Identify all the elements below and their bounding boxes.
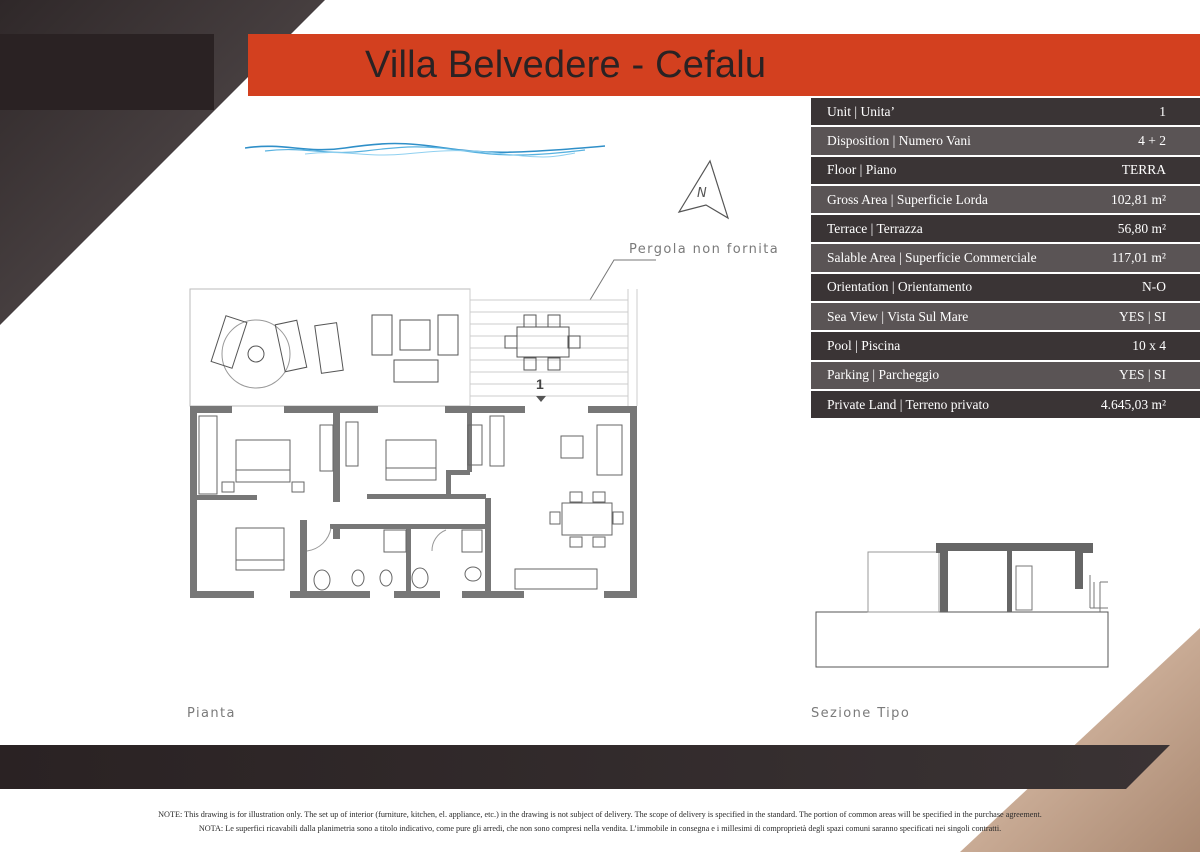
floor-plan-drawing (186, 285, 642, 601)
spec-row (811, 390, 1200, 419)
unit-marker: 1 (536, 376, 544, 392)
spec-row (811, 331, 1200, 360)
spec-value: N-O (1074, 273, 1200, 302)
footer-note-it: NOTA: Le superfici ricavabili dalla planimetria sono a titolo indicativo, come pure gli arredi, che non sono compresi nella vendita. L’immobile in consegna e i millesimi di comproprietà degli spazi comuni saranno specificati nei singoli contratti. (198, 824, 1002, 833)
footer-note-en: NOTE: This drawing is for illustration only. The set up of interior (furniture, kitchen, el. appliance, etc.) in the drawing is not subject of delivery. The scope of delivery is specified in the standard. The portion of common areas will be specified in the purchase agreement. (158, 810, 1042, 819)
spec-label: Gross Area | Superficie Lorda (811, 185, 1074, 214)
spec-value: 1 (1074, 98, 1200, 126)
spec-value: 117,01 m² (1074, 243, 1200, 272)
spec-value: 4.645,03 m² (1074, 390, 1200, 419)
page-title: Villa Belvedere - Cefalu (365, 44, 767, 86)
spec-label: Terrace | Terrazza (811, 214, 1074, 243)
spec-value: TERRA (1074, 156, 1200, 185)
pergola-label: Pergola non fornita (629, 242, 780, 257)
section-caption: Sezione Tipo (811, 706, 911, 721)
spec-value: YES | SI (1074, 302, 1200, 331)
compass-north-label: N (697, 186, 707, 201)
spec-row (811, 302, 1200, 331)
spec-label: Private Land | Terreno privato (811, 390, 1074, 419)
spec-row (811, 361, 1200, 390)
spec-row (811, 156, 1200, 185)
spec-label: Unit | Unita’ (811, 98, 1074, 126)
spec-value: YES | SI (1074, 361, 1200, 390)
spec-label: Orientation | Orientamento (811, 273, 1074, 302)
sea-waves-icon (245, 138, 605, 160)
spec-row (811, 273, 1200, 302)
spec-value: 10 x 4 (1074, 331, 1200, 360)
section-drawing (812, 538, 1112, 670)
spec-row (811, 243, 1200, 272)
spec-row (811, 126, 1200, 155)
spec-label: Sea View | Vista Sul Mare (811, 302, 1074, 331)
spec-value: 56,80 m² (1074, 214, 1200, 243)
spec-label: Parking | Parcheggio (811, 361, 1074, 390)
spec-row (811, 98, 1200, 126)
spec-label: Salable Area | Superficie Commerciale (811, 243, 1074, 272)
spec-row (811, 185, 1200, 214)
bottom-dark-band (0, 745, 1170, 789)
spec-row (811, 214, 1200, 243)
spec-label: Disposition | Numero Vani (811, 126, 1074, 155)
plan-caption: Pianta (187, 706, 236, 721)
spec-label: Floor | Piano (811, 156, 1074, 185)
spec-label: Pool | Piscina (811, 331, 1074, 360)
top-left-dark-bar (0, 34, 214, 110)
spec-value: 102,81 m² (1074, 185, 1200, 214)
spec-table (811, 98, 1200, 420)
spec-value: 4 + 2 (1074, 126, 1200, 155)
